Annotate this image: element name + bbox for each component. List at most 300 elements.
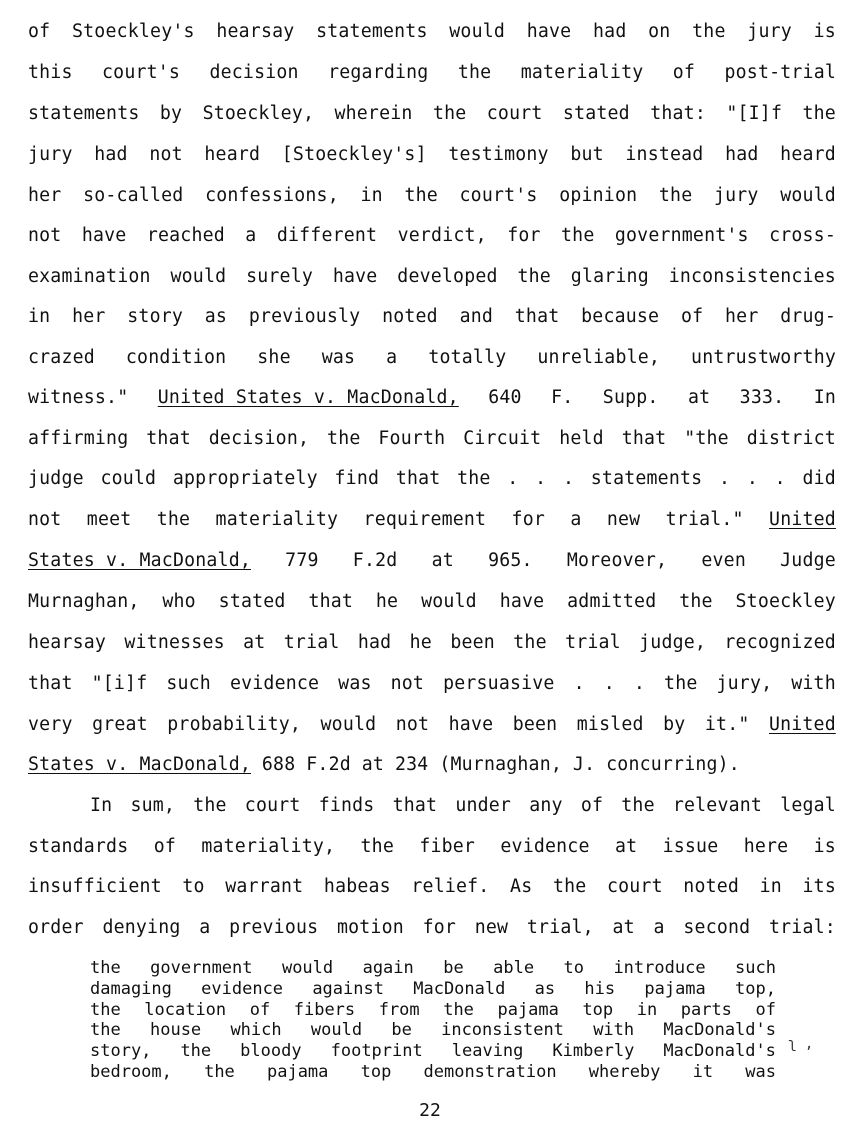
body-word: habeas bbox=[323, 876, 391, 897]
quote-word: pajama bbox=[266, 1061, 329, 1082]
quote-word: MacDonald bbox=[413, 978, 506, 999]
quote-word: footprint bbox=[330, 1041, 423, 1062]
body-word: crazed bbox=[28, 347, 95, 368]
body-word: Moreover, bbox=[566, 550, 668, 571]
body-word: F.2d bbox=[306, 754, 351, 775]
quote-word: bedroom, bbox=[90, 1061, 172, 1082]
body-word: inconsistencies bbox=[668, 266, 836, 287]
quote-word: able bbox=[493, 958, 535, 978]
text-line bbox=[28, 710, 836, 740]
body-word: 688 bbox=[261, 754, 296, 775]
body-word: . bbox=[633, 673, 646, 694]
text-line bbox=[28, 221, 836, 251]
body-word: in bbox=[28, 306, 51, 327]
quote-word: such bbox=[735, 958, 776, 978]
quote-word: the bbox=[90, 958, 121, 978]
quote-word: would bbox=[281, 958, 334, 978]
body-word: not bbox=[28, 225, 62, 246]
body-word: relevant bbox=[672, 795, 763, 816]
body-word: the bbox=[664, 673, 698, 694]
body-word: by bbox=[159, 103, 183, 124]
body-word: post-trial bbox=[724, 62, 836, 83]
body-word: the bbox=[404, 185, 438, 206]
body-word: by bbox=[663, 714, 686, 735]
body-word: totally bbox=[428, 347, 507, 368]
quote-line bbox=[90, 1062, 776, 1083]
quote-word: demonstration bbox=[423, 1061, 557, 1082]
body-word: very bbox=[28, 714, 73, 735]
body-word: judge bbox=[28, 468, 84, 489]
body-word: witness." bbox=[28, 387, 129, 408]
body-word: of bbox=[580, 795, 604, 816]
body-word: As bbox=[510, 876, 533, 897]
body-word: wherein bbox=[334, 103, 413, 124]
text-line bbox=[28, 302, 836, 332]
body-word: have bbox=[499, 591, 545, 612]
quote-word: bloody bbox=[240, 1041, 302, 1062]
body-word: of bbox=[153, 836, 177, 857]
body-word: misled bbox=[576, 714, 644, 735]
text-line bbox=[28, 181, 836, 211]
body-word: J. bbox=[572, 754, 596, 775]
quote-word: pajama bbox=[497, 999, 559, 1020]
body-word: her bbox=[72, 306, 106, 327]
quote-word: in bbox=[636, 999, 658, 1020]
quote-word: top, bbox=[735, 978, 776, 999]
text-line bbox=[28, 17, 836, 47]
body-word: that bbox=[308, 591, 354, 612]
body-word: confessions, bbox=[205, 185, 339, 206]
body-word: the bbox=[621, 795, 655, 816]
body-word: under bbox=[455, 795, 512, 816]
body-word: story bbox=[127, 306, 184, 327]
body-word: recognized bbox=[724, 632, 836, 653]
body-word: F.2d bbox=[352, 550, 398, 571]
body-word: that bbox=[146, 428, 191, 449]
body-word: because bbox=[581, 306, 660, 327]
body-word: the bbox=[432, 103, 467, 124]
case-citation-word: States v. MacDonald, bbox=[28, 550, 251, 571]
body-word: the bbox=[679, 591, 713, 612]
body-word: Stoeckley, bbox=[202, 103, 315, 124]
body-word: jury bbox=[28, 144, 73, 165]
body-word: 333. bbox=[739, 387, 785, 408]
body-word: the bbox=[327, 428, 361, 449]
text-line bbox=[28, 872, 836, 902]
body-word: Judge bbox=[780, 550, 836, 571]
body-word: evidence bbox=[229, 673, 320, 694]
body-word: In bbox=[813, 387, 836, 408]
body-word: sum, bbox=[130, 795, 176, 816]
body-word: would bbox=[320, 714, 377, 735]
body-word: of bbox=[680, 306, 704, 327]
body-word: concurring). bbox=[606, 754, 740, 775]
body-word: meet bbox=[86, 509, 132, 530]
body-word: persuasive bbox=[443, 673, 555, 694]
body-word: as bbox=[204, 306, 228, 327]
body-word: he bbox=[409, 632, 432, 653]
body-word: a bbox=[245, 225, 257, 246]
body-word: this bbox=[28, 62, 73, 83]
quote-word: inconsistent bbox=[441, 1020, 564, 1041]
body-word: materiality, bbox=[201, 836, 336, 857]
text-line bbox=[28, 383, 836, 413]
body-word: but bbox=[570, 144, 604, 165]
body-word: evidence bbox=[500, 836, 590, 857]
quote-word: from bbox=[378, 999, 420, 1020]
body-word: the bbox=[692, 21, 726, 42]
body-word: Stoeckley bbox=[735, 591, 836, 612]
body-word: materiality bbox=[520, 62, 644, 83]
body-word: stated bbox=[562, 103, 630, 124]
body-word: Supp. bbox=[602, 387, 659, 408]
body-word: that bbox=[621, 428, 667, 449]
body-word: had bbox=[725, 144, 759, 165]
body-word: have bbox=[448, 714, 494, 735]
body-word: cross- bbox=[769, 225, 836, 246]
body-word: with bbox=[791, 673, 836, 694]
quote-word: against bbox=[312, 978, 384, 999]
body-word: been bbox=[450, 632, 495, 653]
body-word: relief. bbox=[411, 876, 490, 897]
body-word: a bbox=[386, 347, 398, 368]
quote-word: the bbox=[443, 999, 474, 1020]
body-word: (Murnaghan, bbox=[439, 754, 563, 775]
body-word: developed bbox=[397, 266, 498, 287]
text-line bbox=[28, 505, 836, 535]
body-word: instead bbox=[625, 144, 704, 165]
body-word: court bbox=[244, 795, 301, 816]
body-word: glaring bbox=[570, 266, 649, 287]
quote-word: top bbox=[582, 999, 614, 1020]
case-citation-word: United States v. MacDonald, bbox=[157, 387, 459, 408]
body-word: decision, bbox=[208, 428, 310, 449]
body-word: for bbox=[507, 225, 541, 246]
body-word: the bbox=[802, 103, 836, 124]
body-word: decision bbox=[209, 62, 299, 83]
body-word: had bbox=[94, 144, 128, 165]
body-word: at bbox=[431, 550, 454, 571]
quote-line bbox=[90, 1041, 776, 1062]
body-word: any bbox=[529, 795, 563, 816]
body-word: 965. bbox=[488, 550, 533, 571]
body-word: district bbox=[746, 428, 836, 449]
quote-word: be bbox=[443, 958, 464, 978]
body-word: that bbox=[395, 468, 441, 489]
body-word: heard bbox=[780, 144, 836, 165]
quote-word: with bbox=[593, 1020, 635, 1041]
text-line bbox=[28, 587, 836, 617]
body-word: court's bbox=[102, 62, 181, 83]
body-word: in bbox=[759, 876, 782, 897]
body-word: condition bbox=[125, 347, 227, 368]
body-word: trial, bbox=[526, 917, 594, 938]
body-word: at bbox=[612, 917, 635, 938]
body-word: judge, bbox=[639, 632, 707, 653]
body-word: a bbox=[199, 917, 211, 938]
quote-word: whereby bbox=[588, 1061, 661, 1082]
body-word: its bbox=[802, 876, 836, 897]
body-word: previously bbox=[248, 306, 361, 327]
body-word: hearsay bbox=[216, 21, 295, 42]
text-line bbox=[28, 832, 836, 862]
body-word: . bbox=[746, 468, 758, 489]
body-word: unreliable, bbox=[537, 347, 661, 368]
body-word: 779 bbox=[285, 550, 319, 571]
body-word: 234 bbox=[395, 754, 429, 775]
handwritten-margin-mark: ʅ ‚ bbox=[788, 1036, 814, 1052]
quote-line bbox=[90, 958, 776, 979]
body-word: the bbox=[658, 185, 693, 206]
body-word: . bbox=[573, 673, 585, 694]
body-word: a bbox=[653, 917, 665, 938]
body-word: admitted bbox=[567, 591, 657, 612]
quote-word: which bbox=[230, 1020, 282, 1041]
body-word: was bbox=[338, 673, 372, 694]
body-word: not bbox=[390, 673, 425, 694]
body-word: of bbox=[672, 62, 696, 83]
body-word: statements bbox=[316, 21, 428, 42]
body-word: Fourth bbox=[378, 428, 446, 449]
body-word: appropriately bbox=[172, 468, 318, 489]
body-word: would bbox=[421, 591, 477, 612]
body-word: have bbox=[81, 225, 127, 246]
quote-word: pajama bbox=[644, 978, 706, 999]
quote-word: again bbox=[362, 958, 414, 978]
quote-word: MacDonald's bbox=[663, 1020, 776, 1041]
body-word: witnesses bbox=[124, 632, 225, 653]
text-line bbox=[90, 791, 836, 821]
body-word: standards bbox=[28, 836, 129, 857]
quote-word: to bbox=[563, 958, 584, 978]
quote-word: of bbox=[755, 999, 776, 1020]
quote-word: the bbox=[90, 1020, 121, 1041]
body-word: not bbox=[149, 144, 183, 165]
body-word: had bbox=[593, 21, 627, 42]
body-word: the bbox=[193, 795, 227, 816]
body-word: testimony bbox=[448, 144, 549, 165]
body-word: the bbox=[561, 225, 595, 246]
quote-word: top bbox=[360, 1061, 392, 1082]
body-word: jury, bbox=[716, 673, 773, 694]
body-word: the bbox=[513, 632, 547, 653]
body-word: surely bbox=[246, 266, 313, 287]
text-line bbox=[28, 750, 836, 780]
body-word: materiality bbox=[215, 509, 339, 530]
body-word: would bbox=[170, 266, 227, 287]
body-word: is bbox=[813, 836, 836, 857]
body-word: to bbox=[182, 876, 205, 897]
body-word: here bbox=[743, 836, 789, 857]
quote-word: location bbox=[144, 999, 227, 1020]
body-word: court bbox=[486, 103, 543, 124]
body-word: of bbox=[28, 21, 51, 42]
body-word: trial bbox=[283, 632, 340, 653]
body-word: the bbox=[457, 468, 491, 489]
body-word: the bbox=[360, 836, 394, 857]
body-word: such bbox=[166, 673, 211, 694]
text-line bbox=[28, 546, 836, 576]
body-word: who bbox=[162, 591, 196, 612]
body-word: he bbox=[375, 591, 399, 612]
quote-word: it bbox=[692, 1061, 714, 1082]
body-word: untrustworthy bbox=[691, 347, 836, 368]
quote-word: of bbox=[249, 999, 271, 1020]
block-quote bbox=[90, 958, 776, 1083]
quote-line bbox=[90, 1020, 776, 1041]
body-word: new bbox=[474, 917, 509, 938]
body-word: . bbox=[718, 468, 731, 489]
quote-word: was bbox=[745, 1061, 776, 1082]
body-word: jury bbox=[713, 185, 759, 206]
body-word: reached bbox=[146, 225, 225, 246]
quote-word: his bbox=[584, 978, 616, 999]
body-word: great bbox=[92, 714, 148, 735]
body-word: the bbox=[517, 266, 551, 287]
body-word: examination bbox=[28, 266, 151, 287]
body-word: . bbox=[603, 673, 615, 694]
quote-word: the bbox=[204, 1061, 235, 1082]
text-line bbox=[28, 140, 836, 170]
quote-line bbox=[90, 1000, 776, 1021]
body-word: find bbox=[334, 468, 380, 489]
body-word: could bbox=[100, 468, 157, 489]
body-word: court bbox=[606, 876, 663, 897]
body-word: the bbox=[552, 876, 587, 897]
quote-word: the bbox=[180, 1041, 212, 1062]
body-word: trial." bbox=[665, 509, 744, 530]
body-word: that: bbox=[650, 103, 706, 124]
quote-word: as bbox=[534, 978, 556, 999]
body-word: "[I]f bbox=[726, 103, 783, 124]
text-line bbox=[28, 464, 836, 494]
quote-word: be bbox=[391, 1020, 412, 1041]
body-word: Circuit bbox=[463, 428, 542, 449]
quote-word: introduce bbox=[613, 958, 706, 978]
text-line bbox=[28, 99, 836, 129]
body-word: legal bbox=[780, 795, 836, 816]
body-word: opinion bbox=[559, 185, 638, 206]
body-word: even bbox=[701, 550, 746, 571]
body-word: verdict, bbox=[397, 225, 487, 246]
body-word: so-called bbox=[83, 185, 184, 206]
body-word: statements bbox=[28, 103, 140, 124]
text-line bbox=[28, 58, 836, 88]
body-word: it." bbox=[704, 714, 750, 735]
quote-word: story, bbox=[90, 1041, 152, 1062]
body-word: . bbox=[562, 468, 575, 489]
body-word: trial bbox=[565, 632, 621, 653]
body-word: warrant bbox=[225, 876, 304, 897]
body-word: heard bbox=[204, 144, 261, 165]
body-word: "[i]f bbox=[91, 673, 148, 694]
body-word: she bbox=[257, 347, 291, 368]
body-word: have bbox=[332, 266, 378, 287]
text-line bbox=[28, 262, 836, 292]
body-word: had bbox=[357, 632, 392, 653]
body-word: at bbox=[243, 632, 266, 653]
body-word: and bbox=[459, 306, 494, 327]
body-word: court's bbox=[459, 185, 538, 206]
body-word: stated bbox=[218, 591, 286, 612]
quote-word: evidence bbox=[201, 978, 284, 999]
body-word: that bbox=[28, 673, 73, 694]
body-word: would bbox=[449, 21, 506, 42]
body-word: fiber bbox=[419, 836, 476, 857]
quote-word: leaving bbox=[451, 1041, 524, 1062]
body-word: new bbox=[606, 509, 641, 530]
body-word: jury bbox=[747, 21, 792, 42]
body-word: different bbox=[276, 225, 378, 246]
quote-word: parts bbox=[680, 999, 732, 1020]
quote-word: the bbox=[90, 999, 121, 1020]
quote-word: house bbox=[149, 1020, 202, 1041]
body-word: Stoeckley's bbox=[72, 21, 195, 42]
body-word: the bbox=[156, 509, 191, 530]
quote-word: damaging bbox=[90, 978, 172, 999]
body-word: at bbox=[614, 836, 638, 857]
body-word: have bbox=[526, 21, 572, 42]
body-word: her bbox=[725, 306, 759, 327]
quote-word: fibers bbox=[293, 999, 356, 1020]
text-line bbox=[28, 628, 836, 658]
body-word: requirement bbox=[363, 509, 487, 530]
body-word: probability, bbox=[167, 714, 302, 735]
body-word: for bbox=[422, 917, 457, 938]
body-word: not bbox=[395, 714, 430, 735]
body-word: 640 bbox=[488, 387, 522, 408]
body-word: noted bbox=[382, 306, 438, 327]
text-line bbox=[28, 913, 836, 943]
body-word: . bbox=[507, 468, 519, 489]
quote-word: MacDonald's bbox=[663, 1041, 776, 1062]
quote-word: would bbox=[310, 1020, 363, 1041]
body-word: that bbox=[392, 795, 438, 816]
text-line bbox=[28, 424, 836, 454]
body-word: regarding bbox=[328, 62, 429, 83]
body-word: hearsay bbox=[28, 632, 107, 653]
quote-word: government bbox=[150, 958, 253, 978]
text-line bbox=[28, 343, 836, 373]
body-word: a bbox=[570, 509, 582, 530]
body-word: for bbox=[511, 509, 545, 530]
body-word: that bbox=[514, 306, 560, 327]
body-word: "the bbox=[684, 428, 729, 449]
body-word: Murnaghan, bbox=[28, 591, 140, 612]
body-word: motion bbox=[336, 917, 404, 938]
body-word: previous bbox=[229, 917, 319, 938]
body-word: was bbox=[321, 347, 356, 368]
body-word: is bbox=[813, 21, 836, 42]
body-word: affirming bbox=[28, 428, 129, 449]
body-word: issue bbox=[662, 836, 719, 857]
body-word: [Stoeckley's] bbox=[281, 144, 427, 165]
body-word: statements bbox=[590, 468, 703, 489]
body-word: been bbox=[512, 714, 558, 735]
body-word: F. bbox=[551, 387, 574, 408]
body-word: insufficient bbox=[28, 876, 162, 897]
body-word: drug- bbox=[780, 306, 836, 327]
page-number: 22 bbox=[419, 1100, 441, 1121]
body-word: in bbox=[360, 185, 383, 206]
body-word: In bbox=[90, 795, 113, 816]
body-word: at bbox=[687, 387, 711, 408]
body-word: the bbox=[457, 62, 492, 83]
body-word: did bbox=[802, 468, 836, 489]
body-word: finds bbox=[318, 795, 375, 816]
body-word: noted bbox=[683, 876, 740, 897]
body-word: denying bbox=[102, 917, 181, 938]
